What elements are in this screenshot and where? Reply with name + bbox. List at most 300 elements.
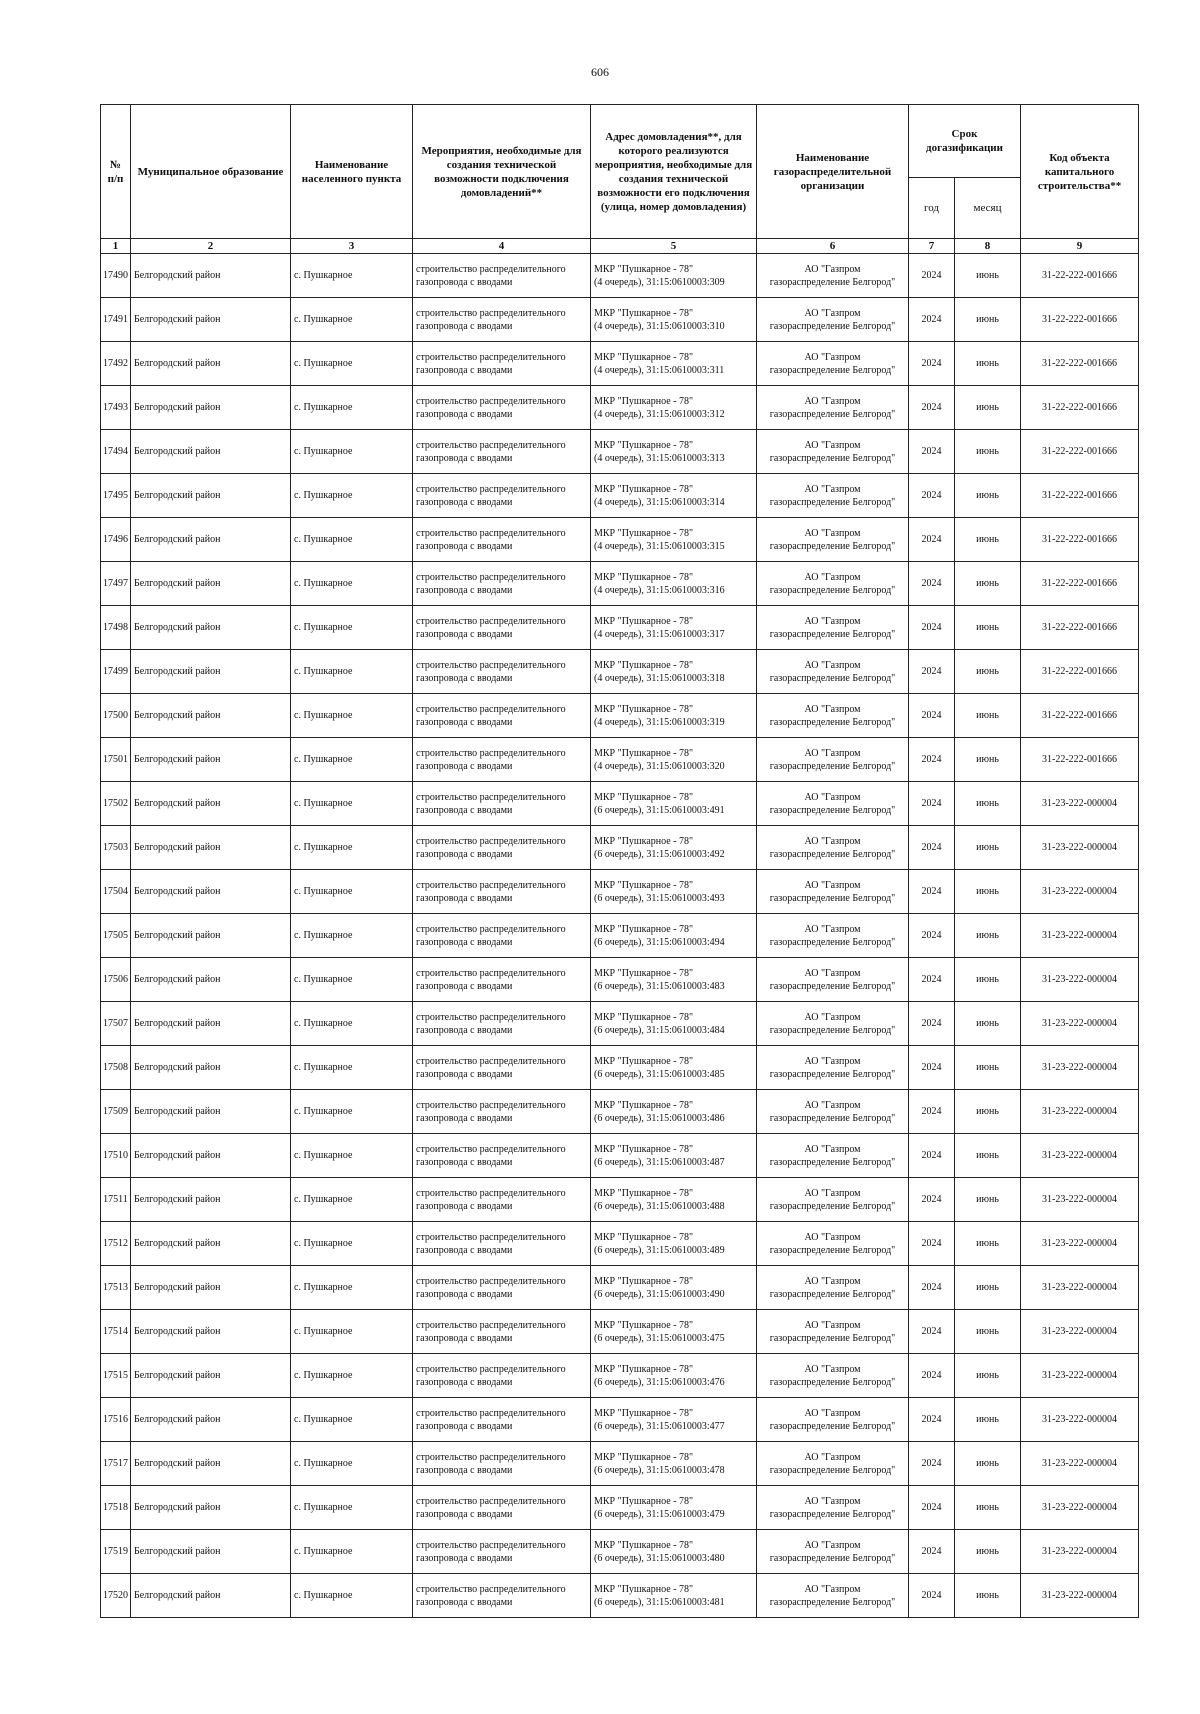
cell-settlement	[291, 1398, 413, 1442]
cell-settlement	[291, 650, 413, 694]
cell-address-text: МКР "Пушкарное - 78"	[594, 1539, 694, 1551]
cell-year	[909, 1486, 955, 1530]
cell-year	[909, 914, 955, 958]
table-row	[101, 1046, 1139, 1090]
cell-year	[909, 1442, 955, 1486]
cell-municipality	[131, 430, 291, 474]
cell-num	[101, 914, 131, 958]
cell-org	[757, 782, 909, 826]
cell-num-text: 17490	[103, 270, 128, 281]
cell-org	[757, 606, 909, 650]
table-row	[101, 1310, 1139, 1354]
cell-year	[909, 518, 955, 562]
cell-month-text: июнь	[976, 666, 999, 677]
header-term: Срок догазификации	[909, 105, 1021, 178]
cell-org-text: газораспределение Белгород"	[769, 804, 896, 816]
cell-municipality-text: Белгородский район	[134, 1414, 221, 1425]
cell-address	[591, 1398, 757, 1442]
cell-num	[101, 1134, 131, 1178]
cell-code	[1021, 1002, 1139, 1046]
cell-settlement-text: с. Пушкарное	[294, 1326, 353, 1337]
cell-address-text: (4 очередь), 31:15:0610003:314	[594, 496, 725, 508]
cell-month	[955, 650, 1021, 694]
table-row	[101, 694, 1139, 738]
table-row	[101, 342, 1139, 386]
cell-municipality	[131, 474, 291, 518]
cell-code	[1021, 518, 1139, 562]
cell-address	[591, 1046, 757, 1090]
cell-measures	[413, 342, 591, 386]
gasification-table	[100, 104, 1139, 1618]
column-number: 9	[1021, 239, 1139, 254]
cell-year-text: 2024	[921, 1502, 942, 1513]
column-number: 8	[955, 239, 1021, 254]
cell-address	[591, 1530, 757, 1574]
cell-code-text: 31-23-222-000004	[1042, 1150, 1118, 1161]
cell-org-text: АО "Газпром	[804, 1583, 861, 1595]
cell-org-text: газораспределение Белгород"	[769, 628, 896, 640]
cell-year-text: 2024	[921, 490, 942, 501]
cell-measures-text: строительство распределительного газопровода с вводами	[416, 835, 566, 860]
cell-org-text: газораспределение Белгород"	[769, 716, 896, 728]
cell-year	[909, 1178, 955, 1222]
cell-org	[757, 1310, 909, 1354]
cell-address-text: МКР "Пушкарное - 78"	[594, 967, 694, 979]
cell-num-text: 17507	[103, 1018, 128, 1029]
cell-org-text: газораспределение Белгород"	[769, 584, 896, 596]
cell-org	[757, 518, 909, 562]
cell-num-text: 17495	[103, 490, 128, 501]
cell-year-text: 2024	[921, 842, 942, 853]
cell-org-text: АО "Газпром	[804, 1143, 861, 1155]
cell-measures-text: строительство распределительного газопровода с вводами	[416, 351, 566, 376]
cell-code-text: 31-22-222-001666	[1042, 666, 1118, 677]
cell-code-text: 31-22-222-001666	[1042, 358, 1118, 369]
cell-address-text: (6 очередь), 31:15:0610003:476	[594, 1376, 725, 1388]
cell-org-text: АО "Газпром	[804, 1319, 861, 1331]
cell-settlement	[291, 606, 413, 650]
cell-address	[591, 386, 757, 430]
cell-settlement-text: с. Пушкарное	[294, 930, 353, 941]
column-number: 5	[591, 239, 757, 254]
cell-address-text: (4 очередь), 31:15:0610003:318	[594, 672, 725, 684]
cell-month	[955, 386, 1021, 430]
cell-municipality	[131, 650, 291, 694]
cell-municipality	[131, 1574, 291, 1618]
cell-address	[591, 914, 757, 958]
cell-org-text: газораспределение Белгород"	[769, 1508, 896, 1520]
cell-settlement	[291, 1486, 413, 1530]
cell-org	[757, 738, 909, 782]
cell-settlement-text: с. Пушкарное	[294, 666, 353, 677]
cell-address-text: МКР "Пушкарное - 78"	[594, 1055, 694, 1067]
cell-settlement-text: с. Пушкарное	[294, 490, 353, 501]
cell-measures-text: строительство распределительного газопровода с вводами	[416, 1231, 566, 1256]
cell-org-text: АО "Газпром	[804, 747, 861, 759]
cell-code	[1021, 386, 1139, 430]
cell-address	[591, 562, 757, 606]
cell-municipality-text: Белгородский район	[134, 1458, 221, 1469]
cell-month-text: июнь	[976, 1150, 999, 1161]
cell-org	[757, 914, 909, 958]
cell-month	[955, 342, 1021, 386]
cell-year-text: 2024	[921, 930, 942, 941]
cell-org-text: газораспределение Белгород"	[769, 1596, 896, 1608]
cell-code-text: 31-22-222-001666	[1042, 446, 1118, 457]
cell-code	[1021, 1266, 1139, 1310]
header-municipality: Муниципальное образование	[131, 105, 291, 239]
cell-org	[757, 1442, 909, 1486]
cell-code-text: 31-23-222-000004	[1042, 1018, 1118, 1029]
cell-settlement	[291, 1002, 413, 1046]
cell-year-text: 2024	[921, 270, 942, 281]
cell-year	[909, 826, 955, 870]
cell-code-text: 31-23-222-000004	[1042, 930, 1118, 941]
cell-org-text: газораспределение Белгород"	[769, 1200, 896, 1212]
table-row	[101, 518, 1139, 562]
cell-code	[1021, 826, 1139, 870]
cell-municipality	[131, 606, 291, 650]
cell-code	[1021, 1178, 1139, 1222]
cell-year-text: 2024	[921, 886, 942, 897]
table-row	[101, 1530, 1139, 1574]
cell-num	[101, 694, 131, 738]
cell-address-text: МКР "Пушкарное - 78"	[594, 527, 694, 539]
cell-month	[955, 1486, 1021, 1530]
cell-municipality	[131, 298, 291, 342]
cell-municipality-text: Белгородский район	[134, 666, 221, 677]
cell-code	[1021, 474, 1139, 518]
cell-settlement-text: с. Пушкарное	[294, 402, 353, 413]
cell-code-text: 31-22-222-001666	[1042, 534, 1118, 545]
cell-num	[101, 342, 131, 386]
cell-code-text: 31-23-222-000004	[1042, 1414, 1118, 1425]
cell-org-text: газораспределение Белгород"	[769, 1420, 896, 1432]
table-header	[101, 105, 1139, 254]
cell-num	[101, 1222, 131, 1266]
cell-settlement-text: с. Пушкарное	[294, 1414, 353, 1425]
cell-measures	[413, 1222, 591, 1266]
cell-address	[591, 650, 757, 694]
cell-municipality-text: Белгородский район	[134, 1502, 221, 1513]
cell-address	[591, 298, 757, 342]
cell-org-text: АО "Газпром	[804, 835, 861, 847]
cell-org-text: газораспределение Белгород"	[769, 848, 896, 860]
cell-month	[955, 694, 1021, 738]
cell-org-text: АО "Газпром	[804, 1363, 861, 1375]
cell-address-text: (6 очередь), 31:15:0610003:492	[594, 848, 725, 860]
cell-settlement-text: с. Пушкарное	[294, 974, 353, 985]
cell-org	[757, 650, 909, 694]
cell-org-text: АО "Газпром	[804, 1275, 861, 1287]
cell-month	[955, 1178, 1021, 1222]
cell-month	[955, 474, 1021, 518]
cell-code	[1021, 650, 1139, 694]
cell-org-text: газораспределение Белгород"	[769, 276, 896, 288]
cell-year-text: 2024	[921, 754, 942, 765]
cell-year-text: 2024	[921, 1062, 942, 1073]
cell-org	[757, 870, 909, 914]
cell-org-text: АО "Газпром	[804, 1495, 861, 1507]
cell-year-text: 2024	[921, 1238, 942, 1249]
cell-year-text: 2024	[921, 1370, 942, 1381]
cell-num-text: 17519	[103, 1546, 128, 1557]
cell-address-text: МКР "Пушкарное - 78"	[594, 307, 694, 319]
cell-code	[1021, 1530, 1139, 1574]
cell-measures-text: строительство распределительного газопровода с вводами	[416, 747, 566, 772]
cell-address-text: (6 очередь), 31:15:0610003:479	[594, 1508, 725, 1520]
table-row	[101, 1134, 1139, 1178]
cell-year-text: 2024	[921, 1150, 942, 1161]
cell-measures-text: строительство распределительного газопровода с вводами	[416, 571, 566, 596]
cell-measures-text: строительство распределительного газопровода с вводами	[416, 1451, 566, 1476]
cell-settlement-text: с. Пушкарное	[294, 798, 353, 809]
cell-year-text: 2024	[921, 974, 942, 985]
cell-num	[101, 738, 131, 782]
cell-month	[955, 1046, 1021, 1090]
cell-num	[101, 474, 131, 518]
cell-measures	[413, 254, 591, 298]
cell-municipality-text: Белгородский район	[134, 1370, 221, 1381]
table-row	[101, 430, 1139, 474]
cell-org-text: АО "Газпром	[804, 1011, 861, 1023]
cell-org-text: АО "Газпром	[804, 395, 861, 407]
cell-org-text: АО "Газпром	[804, 351, 861, 363]
cell-settlement	[291, 826, 413, 870]
table-row	[101, 650, 1139, 694]
cell-code	[1021, 1398, 1139, 1442]
cell-settlement	[291, 1530, 413, 1574]
cell-num	[101, 1090, 131, 1134]
cell-org-text: АО "Газпром	[804, 967, 861, 979]
cell-municipality-text: Белгородский район	[134, 1238, 221, 1249]
cell-address-text: (4 очередь), 31:15:0610003:310	[594, 320, 725, 332]
cell-settlement-text: с. Пушкарное	[294, 1370, 353, 1381]
cell-code-text: 31-23-222-000004	[1042, 1590, 1118, 1601]
cell-measures-text: строительство распределительного газопровода с вводами	[416, 967, 566, 992]
cell-month-text: июнь	[976, 930, 999, 941]
cell-measures	[413, 1574, 591, 1618]
cell-org-text: газораспределение Белгород"	[769, 1024, 896, 1036]
cell-address-text: МКР "Пушкарное - 78"	[594, 395, 694, 407]
cell-address-text: МКР "Пушкарное - 78"	[594, 1099, 694, 1111]
header-org: Наименование газораспределительной организации	[757, 105, 909, 239]
cell-measures	[413, 474, 591, 518]
cell-settlement	[291, 1090, 413, 1134]
cell-measures	[413, 562, 591, 606]
cell-month-text: июнь	[976, 1062, 999, 1073]
table-row	[101, 826, 1139, 870]
cell-measures-text: строительство распределительного газопровода с вводами	[416, 1011, 566, 1036]
cell-year	[909, 1134, 955, 1178]
cell-year	[909, 1574, 955, 1618]
cell-address-text: МКР "Пушкарное - 78"	[594, 1583, 694, 1595]
cell-settlement	[291, 694, 413, 738]
cell-year	[909, 1530, 955, 1574]
cell-org-text: газораспределение Белгород"	[769, 980, 896, 992]
cell-num-text: 17520	[103, 1590, 128, 1601]
table-row	[101, 1090, 1139, 1134]
cell-year-text: 2024	[921, 1018, 942, 1029]
cell-address	[591, 1222, 757, 1266]
cell-address-text: МКР "Пушкарное - 78"	[594, 1363, 694, 1375]
cell-code	[1021, 1574, 1139, 1618]
cell-municipality	[131, 1398, 291, 1442]
cell-municipality-text: Белгородский район	[134, 1062, 221, 1073]
cell-municipality-text: Белгородский район	[134, 1282, 221, 1293]
cell-month-text: июнь	[976, 754, 999, 765]
cell-municipality-text: Белгородский район	[134, 754, 221, 765]
cell-code-text: 31-22-222-001666	[1042, 490, 1118, 501]
cell-measures	[413, 1398, 591, 1442]
cell-address-text: МКР "Пушкарное - 78"	[594, 791, 694, 803]
cell-address-text: МКР "Пушкарное - 78"	[594, 571, 694, 583]
cell-address-text: (4 очередь), 31:15:0610003:313	[594, 452, 725, 464]
cell-address-text: (4 очередь), 31:15:0610003:312	[594, 408, 725, 420]
cell-org-text: АО "Газпром	[804, 703, 861, 715]
cell-code	[1021, 870, 1139, 914]
cell-settlement	[291, 430, 413, 474]
cell-code	[1021, 1222, 1139, 1266]
cell-num	[101, 430, 131, 474]
cell-code	[1021, 1046, 1139, 1090]
cell-num-text: 17515	[103, 1370, 128, 1381]
cell-address-text: МКР "Пушкарное - 78"	[594, 835, 694, 847]
table-row	[101, 958, 1139, 1002]
cell-num	[101, 1530, 131, 1574]
cell-address	[591, 1002, 757, 1046]
cell-year-text: 2024	[921, 1458, 942, 1469]
cell-num-text: 17510	[103, 1150, 128, 1161]
table-row	[101, 1178, 1139, 1222]
cell-measures	[413, 738, 591, 782]
cell-measures	[413, 1002, 591, 1046]
table-row	[101, 1574, 1139, 1618]
cell-code-text: 31-22-222-001666	[1042, 754, 1118, 765]
cell-month	[955, 1530, 1021, 1574]
cell-month	[955, 1574, 1021, 1618]
cell-address	[591, 518, 757, 562]
cell-code	[1021, 606, 1139, 650]
cell-year-text: 2024	[921, 578, 942, 589]
cell-code-text: 31-22-222-001666	[1042, 270, 1118, 281]
cell-measures-text: строительство распределительного газопровода с вводами	[416, 923, 566, 948]
table-row	[101, 1442, 1139, 1486]
cell-measures	[413, 694, 591, 738]
cell-municipality	[131, 386, 291, 430]
cell-address-text: МКР "Пушкарное - 78"	[594, 1275, 694, 1287]
cell-measures	[413, 1310, 591, 1354]
cell-measures	[413, 958, 591, 1002]
cell-year-text: 2024	[921, 1282, 942, 1293]
cell-year	[909, 1046, 955, 1090]
cell-month	[955, 914, 1021, 958]
cell-address-text: (6 очередь), 31:15:0610003:486	[594, 1112, 725, 1124]
cell-org	[757, 958, 909, 1002]
cell-municipality-text: Белгородский район	[134, 1590, 221, 1601]
cell-month-text: июнь	[976, 358, 999, 369]
cell-measures	[413, 430, 591, 474]
cell-settlement	[291, 386, 413, 430]
cell-num-text: 17504	[103, 886, 128, 897]
cell-year	[909, 606, 955, 650]
cell-settlement	[291, 738, 413, 782]
cell-address-text: (6 очередь), 31:15:0610003:491	[594, 804, 725, 816]
cell-year	[909, 386, 955, 430]
cell-org	[757, 254, 909, 298]
table-row	[101, 1398, 1139, 1442]
cell-month	[955, 1222, 1021, 1266]
cell-municipality	[131, 1002, 291, 1046]
cell-num	[101, 1354, 131, 1398]
cell-year	[909, 1002, 955, 1046]
cell-code	[1021, 694, 1139, 738]
cell-measures-text: строительство распределительного газопровода с вводами	[416, 263, 566, 288]
cell-settlement-text: с. Пушкарное	[294, 578, 353, 589]
cell-municipality-text: Белгородский район	[134, 1106, 221, 1117]
cell-measures	[413, 1354, 591, 1398]
cell-month-text: июнь	[976, 1458, 999, 1469]
cell-settlement-text: с. Пушкарное	[294, 1502, 353, 1513]
cell-address-text: МКР "Пушкарное - 78"	[594, 879, 694, 891]
cell-municipality	[131, 870, 291, 914]
cell-num	[101, 1574, 131, 1618]
cell-num	[101, 254, 131, 298]
cell-code-text: 31-23-222-000004	[1042, 798, 1118, 809]
cell-code	[1021, 782, 1139, 826]
cell-org-text: АО "Газпром	[804, 659, 861, 671]
table-row	[101, 254, 1139, 298]
cell-month	[955, 870, 1021, 914]
cell-address	[591, 694, 757, 738]
cell-month-text: июнь	[976, 314, 999, 325]
cell-address	[591, 1090, 757, 1134]
cell-org-text: АО "Газпром	[804, 1231, 861, 1243]
cell-num	[101, 518, 131, 562]
cell-address-text: МКР "Пушкарное - 78"	[594, 1231, 694, 1243]
cell-municipality	[131, 1134, 291, 1178]
column-number: 2	[131, 239, 291, 254]
cell-month	[955, 1090, 1021, 1134]
cell-measures-text: строительство распределительного газопровода с вводами	[416, 659, 566, 684]
cell-org	[757, 298, 909, 342]
cell-settlement	[291, 1046, 413, 1090]
cell-num-text: 17503	[103, 842, 128, 853]
cell-settlement	[291, 1442, 413, 1486]
cell-address-text: МКР "Пушкарное - 78"	[594, 923, 694, 935]
cell-year-text: 2024	[921, 666, 942, 677]
cell-month	[955, 958, 1021, 1002]
cell-code	[1021, 738, 1139, 782]
cell-month-text: июнь	[976, 622, 999, 633]
cell-address-text: (6 очередь), 31:15:0610003:489	[594, 1244, 725, 1256]
cell-num-text: 17512	[103, 1238, 128, 1249]
cell-year	[909, 1090, 955, 1134]
cell-measures-text: строительство распределительного газопровода с вводами	[416, 1187, 566, 1212]
cell-settlement-text: с. Пушкарное	[294, 1106, 353, 1117]
cell-org-text: АО "Газпром	[804, 879, 861, 891]
cell-settlement	[291, 1134, 413, 1178]
cell-org	[757, 430, 909, 474]
cell-address-text: МКР "Пушкарное - 78"	[594, 439, 694, 451]
cell-settlement-text: с. Пушкарное	[294, 1282, 353, 1293]
table-row	[101, 738, 1139, 782]
cell-num-text: 17493	[103, 402, 128, 413]
cell-measures	[413, 518, 591, 562]
cell-code-text: 31-23-222-000004	[1042, 1326, 1118, 1337]
cell-municipality	[131, 1046, 291, 1090]
cell-address-text: (4 очередь), 31:15:0610003:309	[594, 276, 725, 288]
